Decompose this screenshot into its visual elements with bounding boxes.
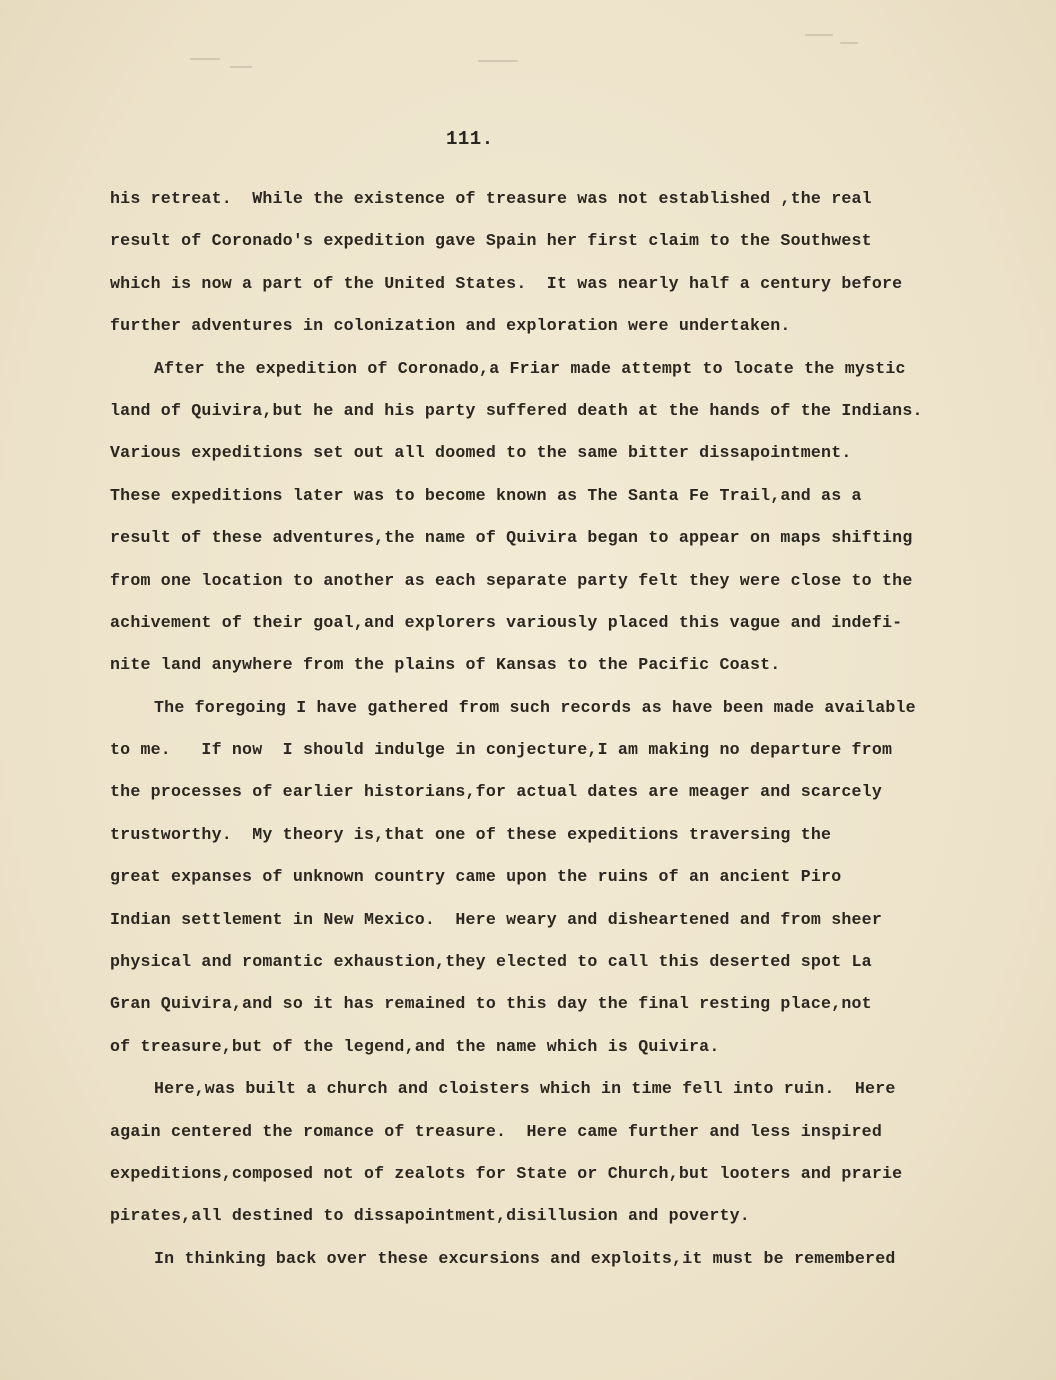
- paragraph-start-line: After the expedition of Coronado,a Friar made attempt to locate the mystic: [154, 358, 906, 378]
- text-line: trustworthy. My theory is,that one of these expeditions traversing the: [110, 824, 832, 844]
- text-line: from one location to another as each separate party felt they were close to the: [110, 570, 913, 590]
- text-line: nite land anywhere from the plains of Kansas to the Pacific Coast.: [110, 655, 781, 675]
- text-line: These expeditions later was to become known as The Santa Fe Trail,and as a: [110, 485, 862, 505]
- text-line: land of Quivira,but he and his party suffered death at the hands of the Indians.: [110, 400, 923, 420]
- text-line: Various expeditions set out all doomed to the same bitter dissapointment.: [110, 443, 852, 463]
- text-line: pirates,all destined to dissapointment,disillusion and poverty.: [110, 1206, 750, 1226]
- text-line: result of these adventures,the name of Quivira began to appear on maps shifting: [110, 528, 913, 548]
- text-line: great expanses of unknown country came upon the ruins of an ancient Piro: [110, 867, 842, 887]
- paper-speck: [805, 34, 833, 36]
- page-number: 111.: [446, 128, 494, 150]
- text-line: expeditions,composed not of zealots for State or Church,but looters and prarie: [110, 1163, 903, 1183]
- paper-speck: [478, 60, 518, 62]
- paragraph-start-line: The foregoing I have gathered from such records as have been made available: [154, 697, 916, 717]
- paragraph-start-line: In thinking back over these excursions and exploits,it must be remembered: [154, 1248, 896, 1268]
- paper-speck: [190, 58, 220, 60]
- text-line: Indian settlement in New Mexico. Here weary and disheartened and from sheer: [110, 909, 882, 929]
- text-line: physical and romantic exhaustion,they elected to call this deserted spot La: [110, 952, 872, 972]
- text-line: to me. If now I should indulge in conjecture,I am making no departure from: [110, 740, 893, 760]
- text-line: Gran Quivira,and so it has remained to this day the final resting place,not: [110, 994, 872, 1014]
- text-line: the processes of earlier historians,for actual dates are meager and scarcely: [110, 782, 882, 802]
- paper-speck: [230, 66, 252, 68]
- text-line: of treasure,but of the legend,and the name which is Quivira.: [110, 1036, 720, 1056]
- text-line: result of Coronado's expedition gave Spain her first claim to the Southwest: [110, 231, 872, 251]
- text-line: his retreat. While the existence of treasure was not established ,the real: [110, 189, 872, 208]
- paper-speck: [840, 42, 858, 44]
- body-text: [110, 184, 970, 1286]
- text-line: further adventures in colonization and exploration were undertaken.: [110, 316, 791, 336]
- text-line: which is now a part of the United States. It was nearly half a century before: [110, 273, 903, 293]
- text-line: again centered the romance of treasure. Here came further and less inspired: [110, 1121, 882, 1141]
- paragraph-start-line: Here,was built a church and cloisters which in time fell into ruin. Here: [154, 1079, 896, 1099]
- text-line: achivement of their goal,and explorers variously placed this vague and indefi-: [110, 612, 903, 632]
